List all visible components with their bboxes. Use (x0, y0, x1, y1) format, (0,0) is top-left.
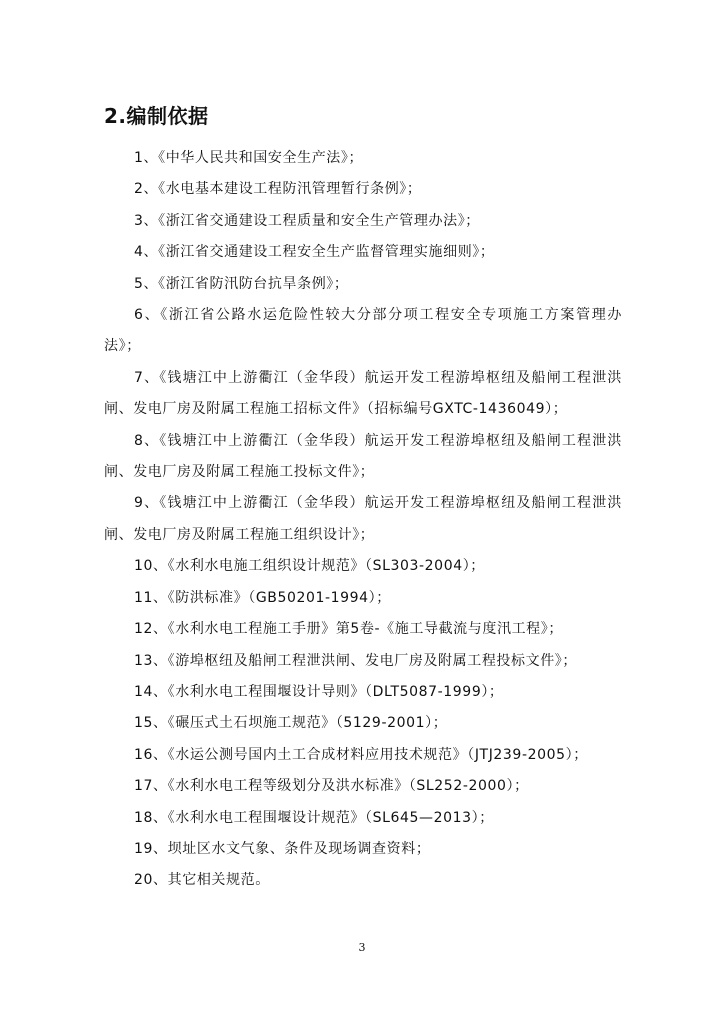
reference-item-13: 13、《游埠枢纽及船闸工程泄洪闸、发电厂房及附属工程投标文件》； (134, 652, 578, 669)
reference-item-15: 15、《碾压式土石坝施工规范》（5129-2001）； (134, 715, 448, 732)
page-number: 3 (358, 941, 366, 954)
reference-item-3: 3、《浙江省交通建设工程质量和安全生产管理办法》； (134, 212, 480, 229)
reference-item-8: 8、《钱塘江中上游衢江（金华段）航运开发工程游埠枢纽及船闸工程泄洪闸、发电厂房及附属工程施工投标文件》； (104, 432, 622, 481)
reference-item-11: 11、《防洪标准》（GB50201-1994）； (134, 589, 391, 606)
reference-item-10: 10、《水利水电施工组织设计规范》（SL303-2004）； (134, 558, 485, 575)
reference-item-19: 19、坝址区水文气象、条件及现场调查资料； (134, 840, 431, 857)
reference-item-9: 9、《钱塘江中上游衢江（金华段）航运开发工程游埠枢纽及船闸工程泄洪闸、发电厂房及附属工程施工组织设计》； (104, 495, 622, 543)
section-heading: 2.编制依据 (104, 104, 209, 128)
reference-item-17: 17、《水利水电工程等级划分及洪水标准》（SL252-2000）； (134, 778, 529, 795)
reference-item-16: 16、《水运公测号国内土工合成材料应用技术规范》（JTJ239-2005）； (134, 746, 588, 763)
reference-item-5: 5、《浙江省防汛防台抗旱条例》； (134, 275, 349, 292)
reference-item-18: 18、《水利水电工程围堰设计规范》（SL645—2013）； (134, 809, 494, 826)
reference-item-1: 1、《中华人民共和国安全生产法》； (134, 150, 364, 166)
reference-list (104, 143, 622, 897)
reference-item-20: 20、其它相关规范。 (134, 872, 270, 889)
reference-item-4: 4、《浙江省交通建设工程安全生产监督管理实施细则》； (134, 244, 495, 261)
reference-item-14: 14、《水利水电工程围堰设计导则》（DLT5087-1999）； (134, 683, 504, 700)
reference-item-7: 7、《钱塘江中上游衢江（金华段）航运开发工程游埠枢纽及船闸工程泄洪闸、发电厂房及附属工程施工招标文件》（招标编号GXTC-1436049）； (104, 369, 622, 418)
reference-item-6: 6、《浙江省公路水运危险性较大分部分项工程安全专项施工方案管理办法》； (104, 307, 622, 355)
reference-item-12: 12、《水利水电工程施工手册》第5卷-《施工导截流与度汛工程》； (134, 621, 563, 638)
reference-item-2: 2、《水电基本建设工程防汛管理暂行条例》； (134, 181, 422, 198)
